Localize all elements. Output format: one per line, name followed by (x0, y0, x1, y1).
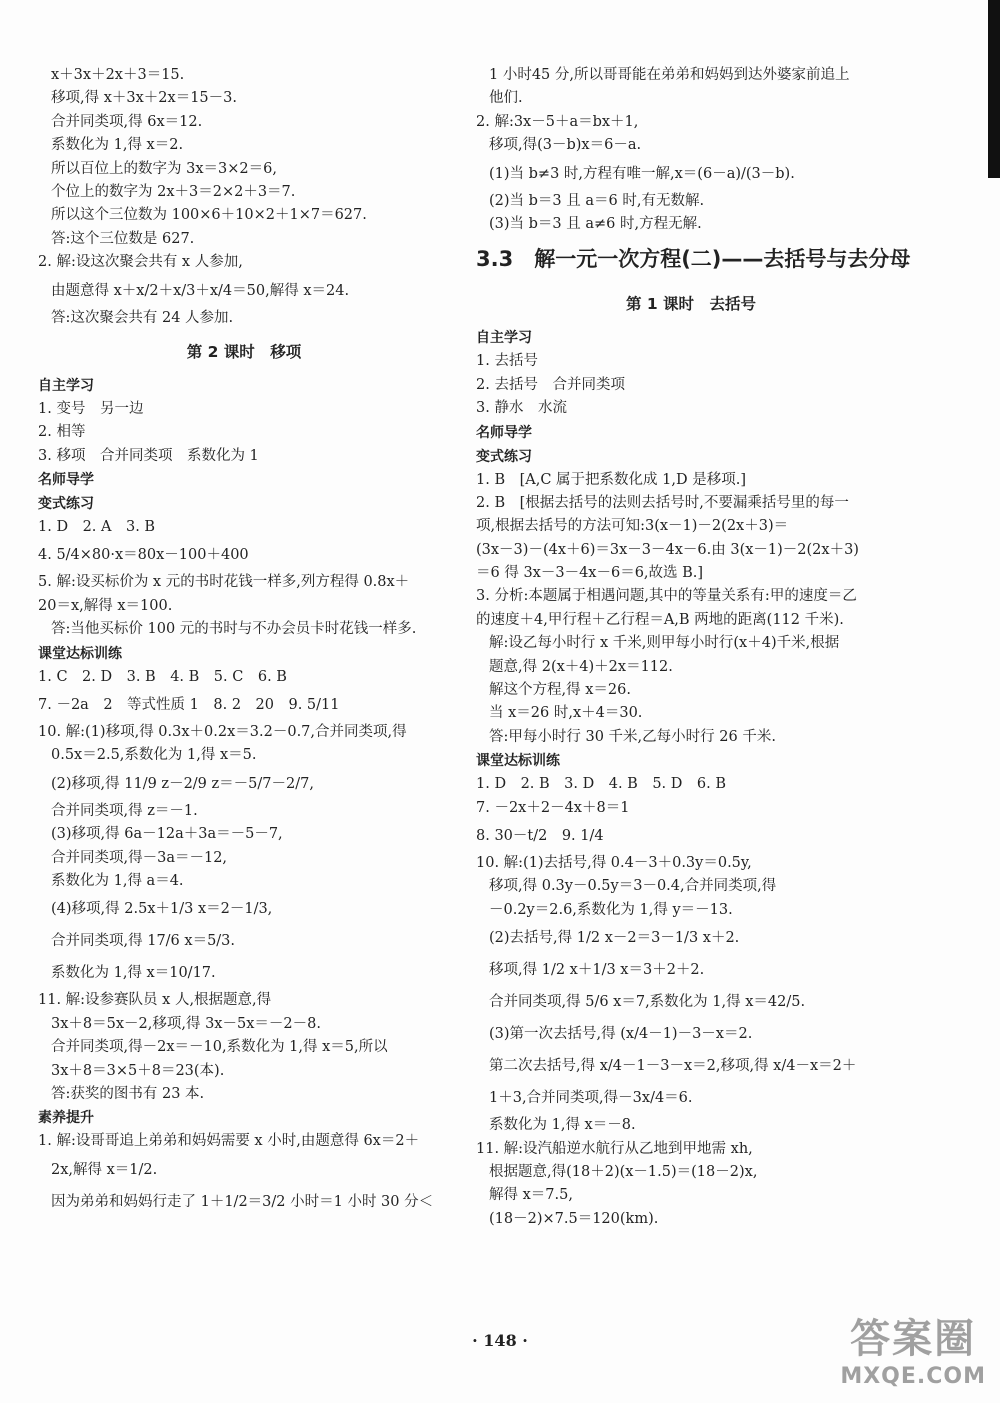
left-line: 20＝x,解得 x＝100. (38, 597, 173, 614)
left-line: 由题意得 x＋x/2＋x/3＋x/4＝50,解得 x＝24. (51, 282, 350, 299)
right-line: 当 x＝26 时,x＋4＝30. (489, 705, 643, 722)
left-line: 10. 解:(1)移项,得 0.3x＋0.2x＝3.2－0.7,合并同类项,得 (38, 724, 407, 741)
right-line: 2. B [根据去括号的法则去括号时,不要漏乘括号里的每一 (476, 494, 849, 511)
right-line: 第 1 课时 去括号 (625, 295, 757, 314)
left-line: 合并同类项,得 6x＝12. (51, 113, 203, 130)
watermark-url: MXQE.COM (840, 1364, 986, 1389)
right-line: －0.2y＝2.6,系数化为 1,得 y＝－13. (489, 901, 733, 918)
right-line: 合并同类项,得 5/6 x＝7,系数化为 1,得 x＝42/5. (489, 994, 806, 1011)
left-line: 系数化为 1,得 x＝2. (51, 137, 184, 154)
left-line: 名师导学 (38, 472, 94, 489)
left-line: 合并同类项,得 z＝－1. (51, 802, 198, 819)
right-line: 解得 x＝7.5, (489, 1187, 573, 1204)
left-line: 合并同类项,得－2x＝－10,系数化为 1,得 x＝5,所以 (51, 1039, 388, 1056)
left-line: 所以这个三位数为 100×6＋10×2＋1×7＝627. (51, 207, 367, 224)
right-line: (3x－3)－(4x＋6)＝3x－3－4x－6.由 3(x－1)－2(2x＋3) (476, 541, 859, 558)
right-line: (1)当 b≠3 时,方程有唯一解,x＝(6－a)/(3－b). (489, 165, 795, 182)
left-line: 答:当他买标价 100 元的书时与不办会员卡时花钱一样多. (51, 621, 417, 638)
left-line: 3. 移项 合并同类项 系数化为 1 (38, 447, 259, 464)
left-line: 1. D 2. A 3. B (38, 519, 156, 536)
left-line: 2. 解:设这次聚会共有 x 人参加, (38, 254, 243, 271)
page-edge-shadow (988, 0, 1000, 178)
left-line: 1. C 2. D 3. B 4. B 5. C 6. B (38, 668, 287, 685)
right-line: 3. 静水 水流 (476, 400, 567, 417)
right-line: 他们. (489, 90, 523, 107)
left-line: 自主学习 (38, 377, 94, 394)
left-line: 课堂达标训练 (38, 645, 122, 662)
right-line: ＝6 得 3x－3－4x－6＝6,故选 B.] (476, 565, 704, 582)
watermark-title: 答案圈 (850, 1316, 977, 1362)
right-line: 1. D 2. B 3. D 4. B 5. D 6. B (476, 776, 727, 793)
left-line: 系数化为 1,得 x＝10/17. (51, 965, 216, 982)
right-line: 2. 解:3x－5＋a＝bx＋1, (476, 113, 639, 130)
right-line: 变式练习 (476, 448, 532, 465)
left-line: 5. 解:设买标价为 x 元的书时花钱一样多,列方程得 0.8x＋ (38, 574, 410, 591)
left-line: 2. 相等 (38, 424, 86, 441)
left-line: 个位上的数字为 2x＋3＝2×2＋3＝7. (51, 183, 296, 200)
right-line: 1. B [A,C 属于把系数化成 1,D 是移项.] (476, 471, 746, 488)
left-line: 答:获奖的图书有 23 本. (51, 1085, 205, 1102)
right-line: 题意,得 2(x＋4)＋2x＝112. (489, 658, 673, 675)
right-line: 第二次去括号,得 x/4－1－3－x＝2,移项,得 x/4－x＝2＋ (489, 1058, 857, 1075)
left-line: 0.5x＝2.5,系数化为 1,得 x＝5. (51, 747, 257, 764)
right-line: 11. 解:设汽船逆水航行从乙地到甲地需 xh, (476, 1140, 753, 1157)
right-line: (18－2)×7.5＝120(km). (489, 1210, 659, 1227)
left-line: 11. 解:设参赛队员 x 人,根据题意,得 (38, 992, 272, 1009)
right-line: 移项,得 1/2 x＋1/3 x＝3＋2＋2. (489, 962, 705, 979)
right-line: 根据题意,得(18＋2)(x－1.5)＝(18－2)x, (489, 1163, 758, 1180)
left-line: 移项,得 x＋3x＋2x＝15－3. (51, 90, 237, 107)
left-line: 变式练习 (38, 496, 94, 513)
left-column (38, 64, 450, 1218)
right-line: 移项,得 0.3y－0.5y＝3－0.4,合并同类项,得 (489, 878, 777, 895)
right-line: 自主学习 (476, 330, 532, 347)
left-line: 所以百位上的数字为 3x＝3×2＝6, (51, 160, 277, 177)
left-line: 1. 解:设哥哥追上弟弟和妈妈需要 x 小时,由题意得 6x＝2＋ (38, 1133, 420, 1150)
left-line: 第 2 课时 移项 (186, 342, 302, 361)
right-line: (3)当 b＝3 且 a≠6 时,方程无解. (489, 215, 702, 232)
right-line: (2)当 b＝3 且 a＝6 时,有无数解. (489, 192, 705, 209)
right-line: 1 小时45 分,所以哥哥能在弟弟和妈妈到达外婆家前追上 (489, 67, 850, 83)
right-line: (2)去括号,得 1/2 x－2＝3－1/3 x＋2. (489, 930, 740, 947)
watermark-logo (840, 1307, 986, 1389)
left-line: 系数化为 1,得 a＝4. (51, 872, 184, 889)
left-line: (4)移项,得 2.5x＋1/3 x＝2－1/3, (51, 901, 273, 918)
left-line: (2)移项,得 11/9 z－2/9 z＝－5/7－2/7, (51, 775, 314, 792)
right-line: 3.3 解一元一次方程(二)——去括号与去分母 (476, 247, 911, 272)
right-line: 课堂达标训练 (476, 753, 560, 770)
right-line: 名师导学 (476, 424, 532, 441)
left-line: 答:这次聚会共有 24 人参加. (51, 309, 234, 326)
left-line: 3x＋8＝3×5＋8＝23(本). (51, 1062, 225, 1079)
right-line: 项,根据去括号的方法可知:3(x－1)－2(2x＋3)＝ (476, 518, 789, 535)
left-line: 因为弟弟和妈妈行走了 1＋1/2＝3/2 小时＝1 小时 30 分＜ (51, 1193, 434, 1210)
left-line: 合并同类项,得 17/6 x＝5/3. (51, 933, 236, 950)
left-line: x＋3x＋2x＋3＝15. (51, 67, 185, 83)
left-line: 2x,解得 x＝1/2. (51, 1161, 158, 1178)
right-line: 2. 去括号 合并同类项 (476, 376, 625, 393)
left-line: 7. －2a 2 等式性质 1 8. 2 20 9. 5/11 (38, 697, 340, 714)
right-line: 答:甲每小时行 30 千米,乙每小时行 26 千米. (489, 728, 776, 745)
right-line: 系数化为 1,得 x＝－8. (489, 1117, 636, 1134)
right-line: 移项,得(3－b)x＝6－a. (489, 137, 642, 154)
right-line: 解:设乙每小时行 x 千米,则甲每小时行(x＋4)千米,根据 (489, 635, 840, 652)
left-line: 合并同类项,得－3a＝－12, (51, 849, 228, 866)
right-line: 7. －2x＋2－4x＋8＝1 (476, 799, 630, 816)
right-line: 3. 分析:本题属于相遇问题,其中的等量关系有:甲的速度＝乙 (476, 588, 857, 605)
right-line: 解这个方程,得 x＝26. (489, 682, 631, 699)
right-line: 的速度＋4,甲行程＋乙行程＝A,B 两地的距离(112 千米). (476, 611, 844, 628)
right-line: 1. 去括号 (476, 353, 538, 370)
left-line: 素养提升 (38, 1110, 94, 1127)
left-line: 4. 5/4×80·x＝80x－100＋400 (38, 547, 249, 564)
right-line: 8. 30－t/2 9. 1/4 (476, 827, 604, 844)
left-line: 1. 变号 另一边 (38, 400, 144, 417)
left-line: 3x＋8＝5x－2,移项,得 3x－5x＝－2－8. (51, 1015, 321, 1032)
left-line: (3)移项,得 6a－12a＋3a＝－5－7, (51, 826, 283, 843)
right-line: 10. 解:(1)去括号,得 0.4－3＋0.3y＝0.5y, (476, 854, 752, 871)
right-line: 1＋3,合并同类项,得－3x/4＝6. (489, 1090, 693, 1107)
page-number: · 148 · (472, 1331, 528, 1350)
left-line: 答:这个三位数是 627. (51, 230, 195, 247)
right-line: (3)第一次去括号,得 (x/4－1)－3－x＝2. (489, 1026, 753, 1043)
right-column (476, 64, 911, 1231)
